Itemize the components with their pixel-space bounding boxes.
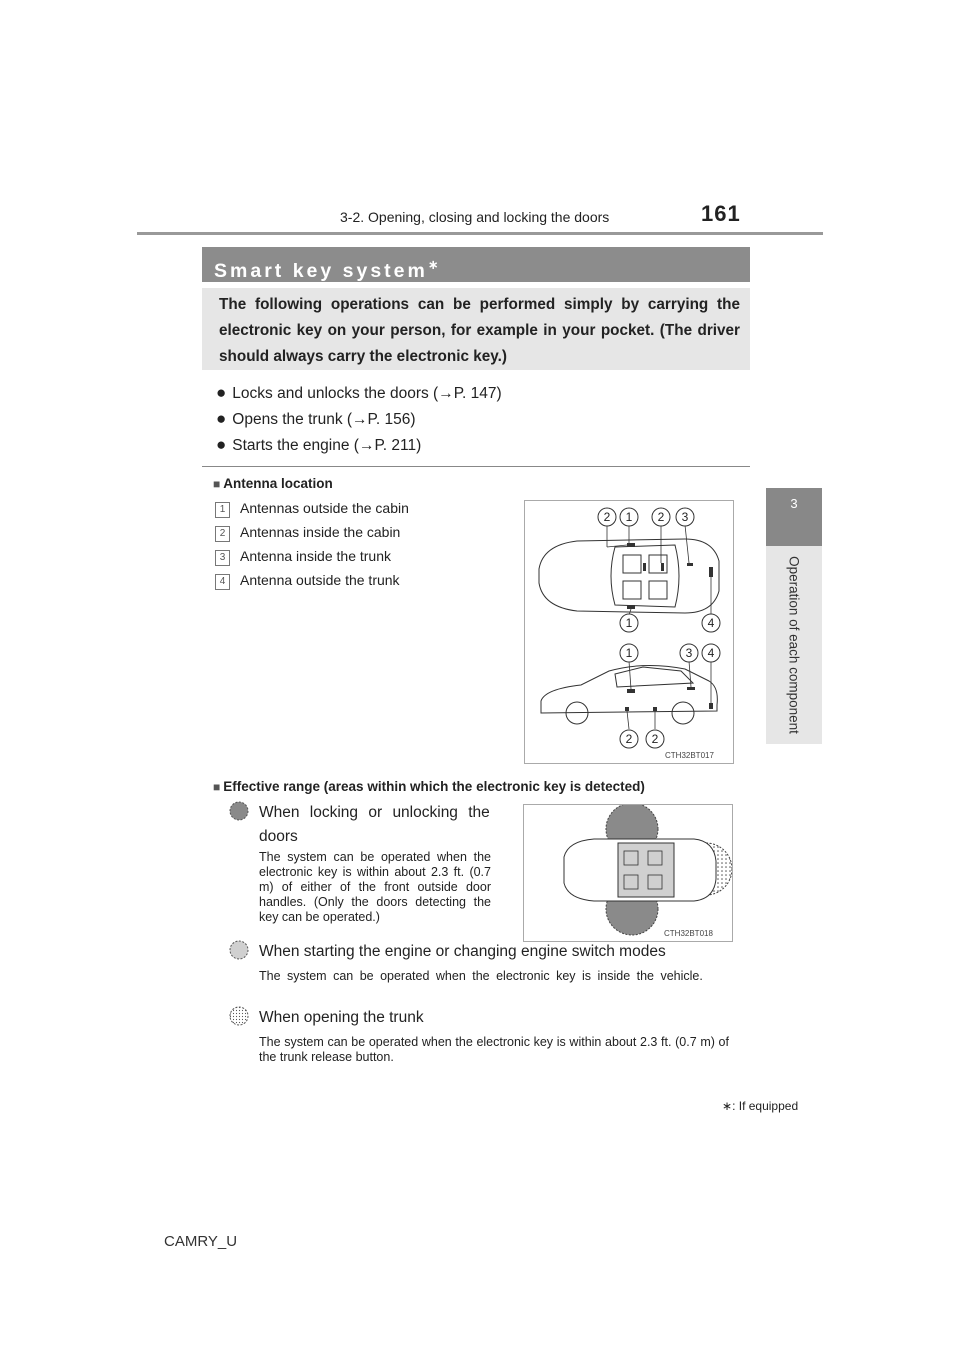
range-engine-icon — [229, 940, 249, 960]
antenna-marker — [687, 687, 695, 690]
antenna-marker — [709, 703, 713, 709]
if-equipped-mark: ∗ — [427, 257, 439, 272]
page-number: 161 — [701, 201, 741, 226]
callout-label: 4 — [707, 646, 715, 660]
square-bullet-icon: ■ — [213, 477, 221, 491]
section-title: Smart key system — [214, 260, 428, 282]
arrow-icon: → — [352, 411, 368, 428]
figure-code: CTH32BT018 — [664, 929, 713, 938]
range-doors-heading: When locking or unlocking the doors — [259, 804, 490, 845]
figure-code: CTH32BT017 — [665, 751, 714, 760]
header-rule — [137, 232, 823, 235]
car-window-outline — [615, 667, 693, 687]
feature-list — [216, 380, 502, 458]
seat-outline — [623, 581, 641, 599]
callout-label: 2 — [651, 732, 659, 746]
antenna-marker — [709, 567, 713, 577]
antenna-heading: ■ Antenna location — [213, 476, 333, 491]
chapter-tab-title: Operation of each component — [786, 556, 802, 734]
car-top-view — [539, 539, 719, 613]
footer-model-code: CAMRY_U — [164, 1233, 238, 1250]
range-engine-body: The system can be operated when the electronic key is inside the vehicle. — [259, 969, 703, 983]
wheel — [672, 702, 694, 724]
arrow-icon: → — [358, 437, 375, 454]
bullet-icon: ● — [216, 435, 227, 454]
bullet-icon: ● — [216, 383, 227, 402]
range-heading: ■ Effective range (areas within which the electronic key is detected) — [213, 779, 645, 794]
antenna-marker — [661, 563, 664, 571]
page-reference[interactable]: P. 211) — [374, 437, 422, 454]
antenna-marker — [643, 563, 646, 571]
callout-label: 2 — [625, 732, 633, 746]
range-trunk-heading: When opening the trunk — [259, 1009, 424, 1026]
range-doors-body: The system can be operated when the electronic key is within about 2.3 ft. (0.7 m) of either of the front outside door handles. (Only the doors detecting the key can be operated.) — [259, 850, 491, 924]
callout-label: 2 — [657, 510, 665, 524]
legend-item: 1 Antennas outside the cabin — [215, 499, 409, 523]
intro-box: The following operations can be performed simply by carrying the electronic key on your person, for example in your pocket. (The driver should always carry the electronic key.) — [202, 288, 750, 370]
section-divider — [202, 466, 750, 467]
antenna-location-figure — [524, 500, 734, 764]
legend-item: 3 Antenna inside the trunk — [215, 547, 409, 571]
seat-outline — [649, 581, 667, 599]
antenna-marker — [653, 707, 657, 711]
list-item: ● Opens the trunk (→P. 156) — [216, 409, 416, 428]
callout-label: 4 — [707, 616, 715, 630]
callout-label: 1 — [625, 510, 633, 524]
range-trunk-body: The system can be operated when the electronic key is within about 2.3 ft. (0.7 m) of the trunk release button. — [259, 1035, 729, 1064]
antenna-marker — [627, 543, 635, 547]
effective-range-figure — [523, 804, 733, 942]
footnote: ∗: If equipped — [722, 1099, 799, 1113]
legend-item: 4 Antenna outside the trunk — [215, 571, 409, 595]
antenna-marker — [627, 689, 635, 693]
range-doors-icon — [229, 801, 249, 821]
square-bullet-icon: ■ — [213, 780, 221, 794]
list-item: ● Locks and unlocks the doors (→P. 147) — [216, 383, 502, 402]
section-title-band — [202, 247, 750, 282]
antenna-diagram — [525, 501, 733, 763]
seat-outline — [623, 555, 641, 573]
antenna-marker — [687, 563, 693, 566]
page-reference[interactable]: P. 147) — [453, 385, 502, 402]
antenna-legend — [215, 499, 409, 595]
range-trunk-icon — [229, 1006, 249, 1026]
chapter-tab — [766, 546, 822, 744]
range-engine-heading: When starting the engine or changing engine switch modes — [259, 943, 666, 960]
bullet-icon: ● — [216, 409, 227, 428]
car-cabin-outline — [611, 545, 679, 607]
chapter-tab-number: 3 — [766, 488, 822, 546]
callout-label: 3 — [685, 646, 693, 660]
list-item: ● Starts the engine (→P. 211) — [216, 435, 422, 454]
if-equipped-mark: ∗ — [722, 1099, 733, 1113]
seat-outline — [649, 555, 667, 573]
antenna-marker — [627, 605, 635, 609]
arrow-icon: → — [438, 385, 454, 402]
section-header: 3-2. Opening, closing and locking the doors — [340, 209, 610, 225]
legend-item: 2 Antennas inside the cabin — [215, 523, 409, 547]
callout-label: 1 — [625, 646, 633, 660]
callout-label: 2 — [603, 510, 611, 524]
page-reference[interactable]: P. 156) — [367, 411, 416, 428]
callout-label: 1 — [625, 616, 633, 630]
antenna-marker — [625, 707, 629, 711]
callout-label: 3 — [681, 510, 689, 524]
